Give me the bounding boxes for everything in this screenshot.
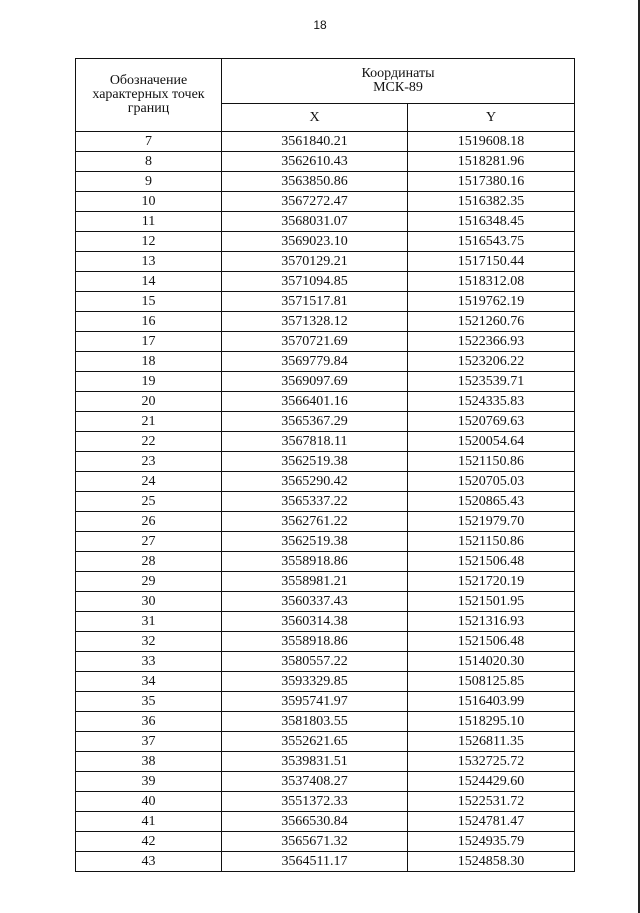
x-coordinate-cell: 3562519.38: [222, 532, 408, 552]
table-row: [76, 672, 575, 692]
y-coordinate-cell: 1517150.44: [408, 252, 575, 272]
x-coordinate-cell: 3567818.11: [222, 432, 408, 452]
page-number: 18: [313, 18, 327, 32]
table-row: [76, 692, 575, 712]
y-coordinate-cell: 1521720.19: [408, 572, 575, 592]
y-coordinate-cell: 1516348.45: [408, 212, 575, 232]
table-row: [76, 712, 575, 732]
table-row: [76, 792, 575, 812]
y-coordinate-cell: 1523206.22: [408, 352, 575, 372]
table-row: [76, 452, 575, 472]
point-column-header: [76, 59, 222, 132]
y-coordinate-cell: 1516543.75: [408, 232, 575, 252]
point-number-cell: 16: [76, 312, 222, 332]
y-coordinate-cell: 1520705.03: [408, 472, 575, 492]
table-row: [76, 752, 575, 772]
y-coordinate-cell: 1518295.10: [408, 712, 575, 732]
table-row: [76, 732, 575, 752]
x-coordinate-cell: 3581803.55: [222, 712, 408, 732]
table-row: [76, 132, 575, 152]
table-row: [76, 272, 575, 292]
x-coordinate-cell: 3563850.86: [222, 172, 408, 192]
x-coordinate-cell: 3565367.29: [222, 412, 408, 432]
x-coordinate-cell: 3539831.51: [222, 752, 408, 772]
y-coordinate-cell: 1518281.96: [408, 152, 575, 172]
x-coordinate-cell: 3570129.21: [222, 252, 408, 272]
point-number-cell: 10: [76, 192, 222, 212]
x-coordinate-cell: 3571517.81: [222, 292, 408, 312]
point-number-cell: 25: [76, 492, 222, 512]
x-coordinate-cell: 3551372.33: [222, 792, 408, 812]
x-coordinate-cell: 3562610.43: [222, 152, 408, 172]
table-row: [76, 572, 575, 592]
point-number-cell: 12: [76, 232, 222, 252]
x-coordinate-cell: 3571328.12: [222, 312, 408, 332]
table-row: [76, 492, 575, 512]
x-coordinate-cell: 3571094.85: [222, 272, 408, 292]
table-row: [76, 632, 575, 652]
y-coordinate-cell: 1521506.48: [408, 632, 575, 652]
y-coordinate-cell: 1521260.76: [408, 312, 575, 332]
y-coordinate-cell: 1522531.72: [408, 792, 575, 812]
coordinates-column-header: [222, 59, 575, 104]
point-number-cell: 41: [76, 812, 222, 832]
table-row: [76, 432, 575, 452]
table-row: [76, 372, 575, 392]
point-number-cell: 34: [76, 672, 222, 692]
y-coordinate-cell: 1518312.08: [408, 272, 575, 292]
x-coordinate-cell: 3537408.27: [222, 772, 408, 792]
x-coordinate-cell: 3568031.07: [222, 212, 408, 232]
table-row: [76, 592, 575, 612]
point-number-cell: 35: [76, 692, 222, 712]
table-row: [76, 352, 575, 372]
table-row: [76, 832, 575, 852]
table-row: [76, 612, 575, 632]
x-coordinate-cell: 3561840.21: [222, 132, 408, 152]
point-number-cell: 21: [76, 412, 222, 432]
y-coordinate-cell: 1523539.71: [408, 372, 575, 392]
table-row: [76, 332, 575, 352]
point-number-cell: 31: [76, 612, 222, 632]
coordinates-table: [75, 58, 575, 872]
table-row: [76, 552, 575, 572]
y-coordinate-cell: 1508125.85: [408, 672, 575, 692]
point-number-cell: 26: [76, 512, 222, 532]
point-number-cell: 36: [76, 712, 222, 732]
x-coordinate-cell: 3565671.32: [222, 832, 408, 852]
point-number-cell: 33: [76, 652, 222, 672]
x-coordinate-cell: 3570721.69: [222, 332, 408, 352]
y-coordinate-cell: 1519608.18: [408, 132, 575, 152]
y-coordinate-cell: 1520769.63: [408, 412, 575, 432]
point-number-cell: 30: [76, 592, 222, 612]
x-coordinate-cell: 3560337.43: [222, 592, 408, 612]
table-body: [76, 132, 575, 872]
point-header-line-3: границ: [127, 101, 170, 116]
point-number-cell: 22: [76, 432, 222, 452]
table-row: [76, 512, 575, 532]
y-coordinate-cell: 1521979.70: [408, 512, 575, 532]
y-coordinate-cell: 1521150.86: [408, 532, 575, 552]
table-row: [76, 252, 575, 272]
x-coordinate-cell: 3569097.69: [222, 372, 408, 392]
point-number-cell: 23: [76, 452, 222, 472]
y-coordinate-cell: 1519762.19: [408, 292, 575, 312]
point-number-cell: 28: [76, 552, 222, 572]
y-coordinate-cell: 1521150.86: [408, 452, 575, 472]
point-number-cell: 8: [76, 152, 222, 172]
x-coordinate-cell: 3580557.22: [222, 652, 408, 672]
x-coordinate-cell: 3569023.10: [222, 232, 408, 252]
table-row: [76, 812, 575, 832]
table-row: [76, 152, 575, 172]
table-row: [76, 312, 575, 332]
table-row: [76, 412, 575, 432]
x-coordinate-cell: 3566401.16: [222, 392, 408, 412]
point-number-cell: 40: [76, 792, 222, 812]
point-number-cell: 39: [76, 772, 222, 792]
x-coordinate-cell: 3595741.97: [222, 692, 408, 712]
table-row: [76, 772, 575, 792]
y-coordinate-cell: 1514020.30: [408, 652, 575, 672]
y-coordinate-cell: 1524858.30: [408, 852, 575, 872]
x-coordinate-cell: 3565290.42: [222, 472, 408, 492]
x-coordinate-cell: 3558981.21: [222, 572, 408, 592]
x-coordinate-cell: 3593329.85: [222, 672, 408, 692]
point-header-line-1: Обозначение: [109, 73, 188, 88]
y-coordinate-cell: 1521316.93: [408, 612, 575, 632]
x-coordinate-cell: 3566530.84: [222, 812, 408, 832]
point-number-cell: 9: [76, 172, 222, 192]
table-row: [76, 192, 575, 212]
point-number-cell: 15: [76, 292, 222, 312]
point-number-cell: 24: [76, 472, 222, 492]
table-row: [76, 652, 575, 672]
y-coordinate-cell: 1517380.16: [408, 172, 575, 192]
y-coordinate-cell: 1521506.48: [408, 552, 575, 572]
y-coordinate-cell: 1532725.72: [408, 752, 575, 772]
table-row: [76, 852, 575, 872]
x-coordinate-cell: 3552621.65: [222, 732, 408, 752]
point-number-cell: 20: [76, 392, 222, 412]
y-column-header: Y: [408, 104, 575, 132]
coordinates-header-line-1: Координаты: [361, 66, 435, 81]
x-coordinate-cell: 3562761.22: [222, 512, 408, 532]
table-row: [76, 472, 575, 492]
point-number-cell: 42: [76, 832, 222, 852]
x-coordinate-cell: 3560314.38: [222, 612, 408, 632]
x-column-header: X: [222, 104, 408, 132]
point-number-cell: 27: [76, 532, 222, 552]
y-coordinate-cell: 1522366.93: [408, 332, 575, 352]
point-number-cell: 38: [76, 752, 222, 772]
point-number-cell: 17: [76, 332, 222, 352]
point-number-cell: 37: [76, 732, 222, 752]
table-row: [76, 232, 575, 252]
point-number-cell: 29: [76, 572, 222, 592]
point-number-cell: 43: [76, 852, 222, 872]
x-coordinate-cell: 3558918.86: [222, 632, 408, 652]
table-row: [76, 392, 575, 412]
y-coordinate-cell: 1524335.83: [408, 392, 575, 412]
x-coordinate-cell: 3564511.17: [222, 852, 408, 872]
x-coordinate-cell: 3567272.47: [222, 192, 408, 212]
point-number-cell: 11: [76, 212, 222, 232]
y-coordinate-cell: 1524429.60: [408, 772, 575, 792]
table-row: [76, 172, 575, 192]
point-number-cell: 32: [76, 632, 222, 652]
table-row: [76, 532, 575, 552]
y-coordinate-cell: 1521501.95: [408, 592, 575, 612]
point-number-cell: 19: [76, 372, 222, 392]
table-header: [76, 59, 575, 132]
y-coordinate-cell: 1526811.35: [408, 732, 575, 752]
y-coordinate-cell: 1520054.64: [408, 432, 575, 452]
x-coordinate-cell: 3558918.86: [222, 552, 408, 572]
point-number-cell: 13: [76, 252, 222, 272]
table-row: [76, 292, 575, 312]
x-coordinate-cell: 3565337.22: [222, 492, 408, 512]
point-number-cell: 7: [76, 132, 222, 152]
point-number-cell: 18: [76, 352, 222, 372]
x-coordinate-cell: 3562519.38: [222, 452, 408, 472]
y-coordinate-cell: 1520865.43: [408, 492, 575, 512]
coordinates-header-line-2: МСК-89: [373, 80, 423, 95]
table-row: [76, 212, 575, 232]
point-header-line-2: характерных точек: [92, 87, 205, 102]
x-coordinate-cell: 3569779.84: [222, 352, 408, 372]
y-coordinate-cell: 1516382.35: [408, 192, 575, 212]
y-coordinate-cell: 1524781.47: [408, 812, 575, 832]
point-number-cell: 14: [76, 272, 222, 292]
y-coordinate-cell: 1524935.79: [408, 832, 575, 852]
y-coordinate-cell: 1516403.99: [408, 692, 575, 712]
